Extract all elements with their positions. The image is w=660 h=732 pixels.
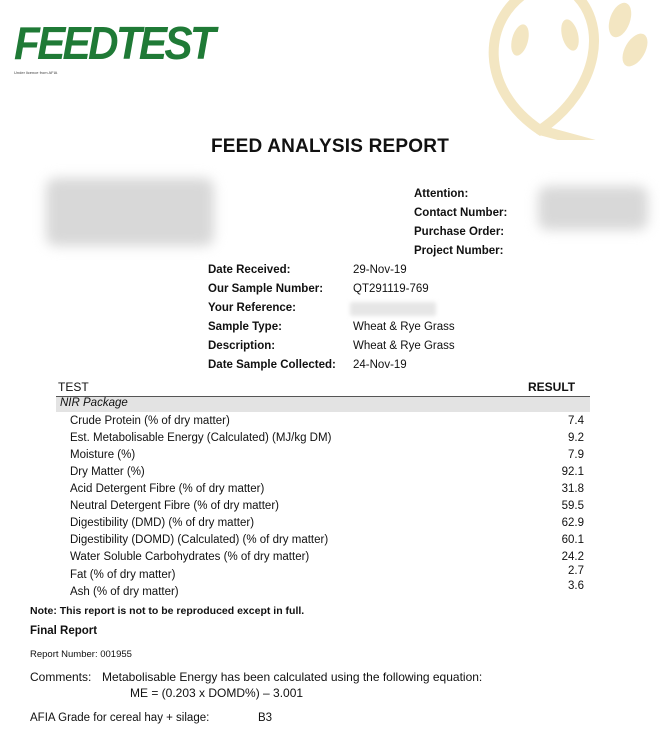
redacted-contact-details — [538, 186, 648, 230]
table-row-name: Neutral Detergent Fibre (% of dry matter) — [70, 500, 279, 512]
afia-grade-value: B3 — [258, 712, 273, 724]
comments-label: Comments: — [30, 670, 92, 684]
wheat-watermark-icon — [420, 0, 660, 140]
redacted-client-address — [46, 178, 214, 246]
package-header-bar — [56, 396, 590, 412]
label-date-received: Date Received: — [208, 264, 291, 276]
table-row-value: 9.2 — [568, 432, 584, 444]
label-your-reference: Your Reference: — [208, 302, 296, 314]
field-purchase-order: Purchase Order: — [414, 226, 505, 238]
label-sample-type: Sample Type: — [208, 321, 282, 333]
table-row-name: Fat (% of dry matter) — [70, 569, 176, 581]
label-description: Description: — [208, 340, 276, 352]
logo-tagline: Under licence from AFIA — [14, 70, 58, 75]
table-row-name: Dry Matter (%) — [70, 466, 145, 478]
label-date-collected: Date Sample Collected: — [208, 359, 336, 371]
table-row-name: Est. Metabolisable Energy (Calculated) (MJ/kg DM) — [70, 432, 332, 444]
feedtest-logo — [14, 17, 230, 75]
table-row-name: Crude Protein (% of dry matter) — [70, 415, 230, 427]
table-row-value: 2.7 — [568, 565, 584, 577]
table-row-name: Acid Detergent Fibre (% of dry matter) — [70, 483, 265, 495]
column-header-test: TEST — [58, 380, 89, 394]
value-date-collected: 24-Nov-19 — [353, 359, 407, 371]
table-row-name: Digestibility (DOMD) (Calculated) (% of dry matter) — [70, 534, 329, 546]
label-sample-number: Our Sample Number: — [208, 283, 324, 295]
table-row-name: Water Soluble Carbohydrates (% of dry matter) — [70, 551, 310, 563]
value-sample-type: Wheat & Rye Grass — [353, 321, 455, 333]
redacted-reference — [350, 302, 436, 316]
table-row-value: 7.9 — [568, 449, 584, 461]
afia-grade-label: AFIA Grade for cereal hay + silage: — [30, 712, 210, 724]
table-row-value: 24.2 — [561, 551, 584, 563]
me-equation: ME = (0.203 x DOMD%) – 3.001 — [130, 686, 304, 700]
table-row-value: 31.8 — [561, 483, 584, 495]
table-row-name: Digestibility (DMD) (% of dry matter) — [70, 517, 255, 529]
table-row-name: Ash (% of dry matter) — [70, 586, 179, 598]
field-project-number: Project Number: — [414, 245, 504, 257]
column-header-result: RESULT — [528, 380, 576, 394]
value-description: Wheat & Rye Grass — [353, 340, 455, 352]
report-title: FEED ANALYSIS REPORT — [210, 136, 450, 157]
reproduction-note: Note: This report is not to be reproduced except in full. — [30, 605, 305, 617]
table-row-value: 7.4 — [568, 415, 584, 427]
value-sample-number: QT291119-769 — [353, 283, 429, 295]
field-attention: Attention: — [414, 188, 469, 200]
table-row-value: 3.6 — [568, 580, 584, 592]
field-contact-number: Contact Number: — [414, 207, 508, 219]
report-number: Report Number: 001955 — [30, 649, 132, 660]
value-date-received: 29-Nov-19 — [353, 264, 407, 276]
table-row-value: 62.9 — [561, 517, 584, 529]
logo-wordmark: FEEDTEST — [14, 17, 213, 69]
table-row-value: 59.5 — [561, 500, 584, 512]
table-row-value: 60.1 — [561, 534, 584, 546]
package-label: NIR Package — [60, 397, 128, 409]
final-report-label: Final Report — [30, 625, 98, 637]
table-row-value: 92.1 — [561, 466, 584, 478]
table-row-name: Moisture (%) — [70, 449, 136, 461]
comments-text: Metabolisable Energy has been calculated using the following equation: — [102, 670, 483, 684]
